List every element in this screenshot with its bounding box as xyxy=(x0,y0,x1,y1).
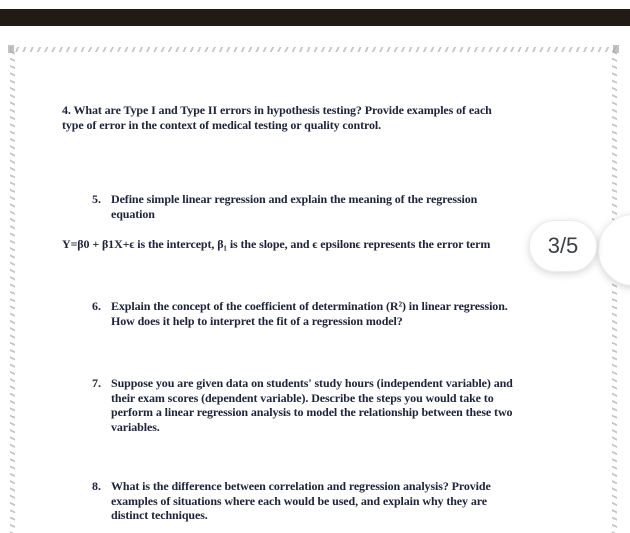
page-indicator-label: 3/5 xyxy=(547,233,579,258)
text-line: Y=β0 + β1X+ϵ is the intercept, β₁ is the slope, and ϵ epsilonϵ represents the error term xyxy=(62,237,491,251)
page-corner-mark-left xyxy=(8,45,14,53)
text-line: Explain the concept of the coefficient of determination (R²) in linear regression. xyxy=(111,299,508,313)
text-line: type of error in the context of medical testing or quality control. xyxy=(62,117,382,132)
text-line: Define simple linear regression and explain the meaning of the regression xyxy=(111,192,478,206)
stitch-border-left xyxy=(10,47,15,533)
question-8-number: 8. xyxy=(92,479,101,493)
stitch-border-top xyxy=(10,47,618,52)
text-line: Suppose you are given data on students' study hours (independent variable) and xyxy=(111,376,513,390)
text-line: How does it help to interpret the fit of a regression model? xyxy=(111,313,403,328)
question-7-number: 7. xyxy=(92,376,101,390)
question-7-text xyxy=(111,376,513,434)
regression-equation-line xyxy=(62,237,597,252)
question-4-paragraph xyxy=(62,103,492,132)
page-corner-mark-right xyxy=(613,45,619,53)
text-line: 4. What are Type I and Type II errors in hypothesis testing? Provide examples of each xyxy=(62,103,492,117)
top-status-bar xyxy=(0,9,630,26)
question-8-text xyxy=(111,479,491,523)
text-line: distinct techniques. xyxy=(111,508,208,522)
question-5-number: 5. xyxy=(92,192,101,206)
question-5-text xyxy=(111,192,477,221)
stitch-border-right xyxy=(612,47,617,533)
text-line: examples of situations where each would be used, and explain why they are xyxy=(111,493,487,508)
text-line: perform a linear regression analysis to model the relationship between these two xyxy=(111,405,513,419)
text-line: What is the difference between correlation and regression analysis? Provide xyxy=(111,479,491,493)
text-line: variables. xyxy=(111,419,160,434)
text-line: their exam scores (dependent variable). Describe the steps you would take to xyxy=(111,390,494,405)
question-6-text xyxy=(111,299,508,328)
question-6-number: 6. xyxy=(92,299,101,313)
text-line: equation xyxy=(111,206,155,221)
page-indicator-badge xyxy=(529,220,597,272)
